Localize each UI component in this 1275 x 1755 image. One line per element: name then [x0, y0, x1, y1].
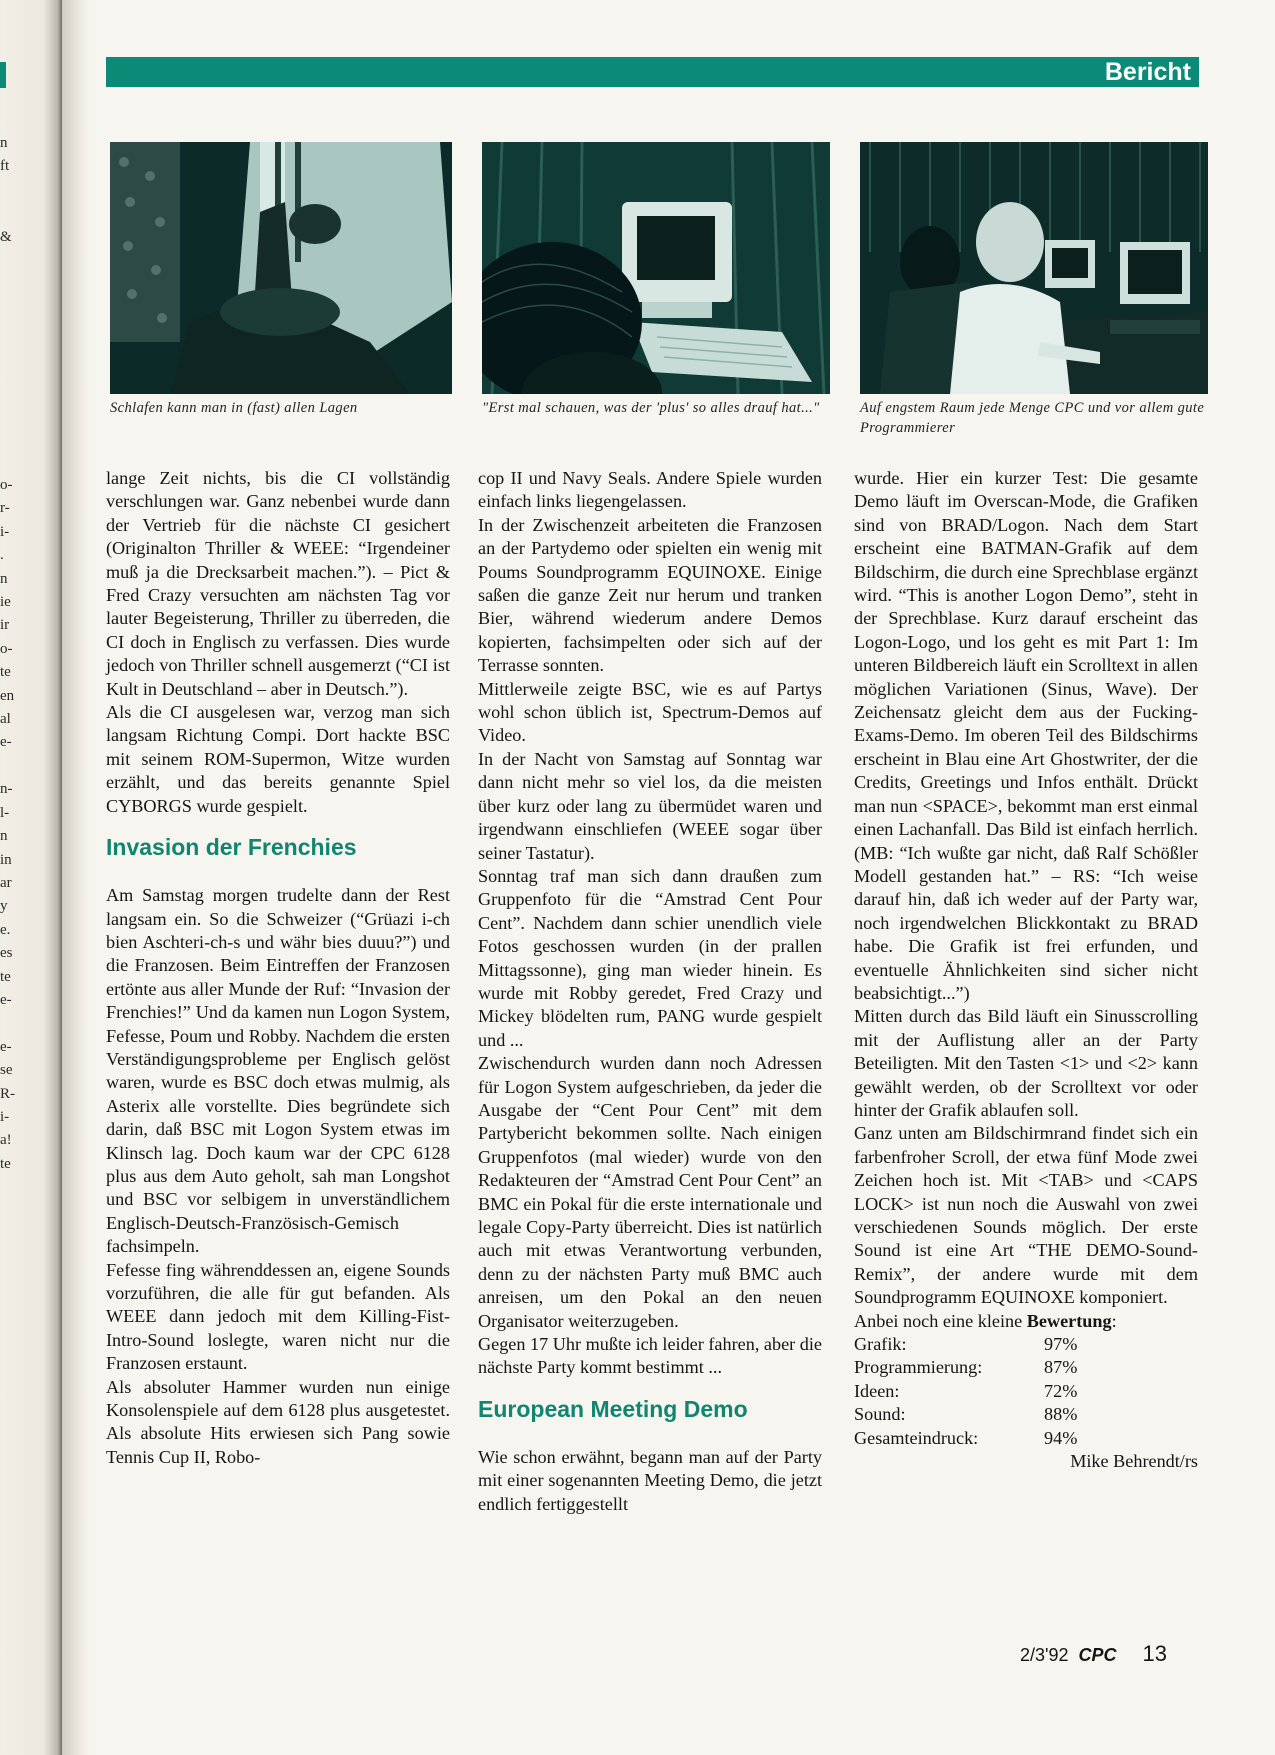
- rating-value: 87%: [1044, 1357, 1078, 1378]
- facing-page-text-fragment: o- r- i- . n ie ir o- te en al e- n- l- n in ar y e. es te e- e- se R- i- a! te: [0, 477, 15, 1172]
- rating-label: Ideen:: [854, 1380, 900, 1401]
- paragraph: In der Zwischenzeit arbeiteten die Franzosen an der Partydemo oder spielten ein wenig mit Poums Soundprogramm EQUINOXE. Einige saßen die ganze Zeit nur herum und tranken Bier, während wiederum andere Demos kopierten, fachsimpelten oder sich auf der Terrasse sonnten.: [478, 514, 822, 676]
- paragraph: Als absoluter Hammer wurden nun einige Konsolenspiele auf dem 6128 plus ausgetestet. Als absolute Hits erwiesen sich Pang sowie Tennis Cup II, Robo-: [106, 1376, 450, 1467]
- article-column-1: [106, 467, 450, 1469]
- paragraph: lange Zeit nichts, bis die CI vollständig verschlungen war. Ganz nebenbei wurde dann der Vertrieb für die nächste CI gesichert (Originalton Thriller & WEEE: “Irgendeiner muß ja die Drecksarbeit machen.”). – Pict & Fred Crazy versuchten am nächsten Tag vor lauter Begeisterung, Thriller zu überreden, die CI doch in Englisch zu verfassen. Dies wurde jedoch von Thriller schnell ausgemerzt (“CI ist Kult in Deutschland – aber in Deutsch.”).: [106, 468, 450, 699]
- article-column-2: [478, 467, 822, 1516]
- page-footer: [1020, 1641, 1167, 1671]
- rating-colon: :: [1111, 1310, 1117, 1331]
- paragraph: Fefesse fing währenddessen an, eigene Sounds vorzuführen, die alle für gut befanden. Als WEEE dann jedoch mit dem Killing-Fist-Intro-Sound loslegte, waren nicht nur die Franzosen erstaunt.: [106, 1259, 450, 1374]
- rating-word: Bewertung: [1026, 1310, 1112, 1331]
- rating-label: Programmierung:: [854, 1357, 983, 1378]
- section-heading: Invasion der Frenchies: [106, 834, 357, 861]
- paragraph: wurde. Hier ein kurzer Test: Die gesamte Demo läuft im Overscan-Mode, die Grafiken sind von BRAD/Logon. Nach dem Start erscheint eine BATMAN-Grafik auf dem Bildschirm, die durch eine Sprechblase ergänzt wird. “This is another Logon Demo”, steht in der Sprechblase. Kurz darauf erscheint das Logon-Logo, und los geht es mit Part 1: Im unteren Bildbereich läuft ein Scrolltext in allen möglichen Variationen (Sinus, Wave). Der Zeichensatz gleicht dem aus der Fucking-Exams-Demo. Im oberen Teil des Bildschirms erscheint in Blau eine Art Ghostwriter, der die Credits, Greetings und Infos enthält. Drückt man nun <SPACE>, bekommt man erst einmal einen Lachanfall. Das Bild ist einfach herrlich. (MB: “Ich wußte gar nicht, daß Ralf Schößler Modell gestanden hat.” – RS: “Ich weise darauf hin, daß ich weder auf der Party war, noch irgendwelchen Blickkontakt zu BRAD habe. Die Grafik ist frei erfunden, und eventuelle Ähnlichkeiten sind sicher nicht beabsichtigt...”): [854, 468, 1198, 1003]
- paragraph: Gegen 17 Uhr mußte ich leider fahren, aber die nächste Party kommt bestimmt ...: [478, 1334, 822, 1378]
- photo-programmers-image: [860, 142, 1208, 394]
- rating-list: [854, 1333, 1198, 1450]
- section-heading: European Meeting Demo: [478, 1395, 748, 1422]
- rating-label: Gesamteindruck:: [854, 1427, 979, 1448]
- rating-label: Sound:: [854, 1404, 906, 1425]
- rating-row: [854, 1403, 1198, 1426]
- paragraph: Sonntag traf man sich dann draußen zum Gruppenfoto für die “Amstrad Cent Pour Cent”. Nachdem dann schier unendlich viele Fotos geschossen wurden (in der prallen Mittagssonne), ging man wieder hinein. Es wurde mit Robby geredet, Fred Crazy und Mickey blödelten rum, PANG wurde gespielt und ...: [478, 865, 822, 1050]
- rating-title: [854, 1310, 1198, 1333]
- page-number: 13: [1142, 1641, 1167, 1666]
- facing-page-color-mark: [0, 62, 6, 88]
- paragraph: Zwischendurch wurden dann noch Adressen für Logon System aufgeschrieben, da jeder die Ausgabe der “Cent Pour Cent” mit dem Partybericht bekommen sollte. Nach einigen Gruppenfotos (mal wieder) wurde von den Redakteuren der “Amstrad Cent Pour Cent” an BMC ein Pokal für die erste internationale und legale Copy-Party überreicht. Dies ist natürlich auch mit etwas Verantwortung verbunden, denn zu der nächsten Party muß BMC auch anreisen, um den Pokal an den neuen Organisator weiterzugeben.: [478, 1053, 822, 1331]
- rating-label: Grafik:: [854, 1334, 907, 1355]
- paragraph: Ganz unten am Bildschirmrand findet sich ein farbenfroher Scroll, der etwa fünf Mode zwei Zeichen hoch ist. Mit <TAB> und <CAPS LOCK> ist nun noch die Auswahl von zwei verschiedenen Sounds möglich. Der erste Sound ist eine Art “THE DEMO-Sound-Remix”, der andere wurde mit dem Soundprogramm EQUINOXE komponiert.: [854, 1123, 1198, 1308]
- rating-value: 94%: [1044, 1427, 1078, 1448]
- photo-monitor: [482, 142, 830, 394]
- rating-value: 97%: [1044, 1334, 1078, 1355]
- rating-intro: Anbei noch eine kleine: [854, 1310, 1027, 1331]
- rating-value: 88%: [1044, 1404, 1078, 1425]
- paragraph: Mittlerweile zeigte BSC, wie es auf Partys wohl schon üblich ist, Spectrum-Demos auf Video.: [478, 678, 822, 746]
- photo-programmers: [860, 142, 1208, 394]
- paragraph: Als die CI ausgelesen war, verzog man sich langsam Richtung Compi. Dort hackte BSC mit seinem ROM-Supermon, Witze wurden erzählt, und das bereits genannte Spiel CYBORGS wurde gespielt.: [106, 702, 450, 816]
- paragraph: Mitten durch das Bild läuft ein Sinusscrolling mit der Auflistung aller an der Party Beteiligten. Mit den Tasten <1> und <2> kann gewählt werden, ob der Scrolltext vor oder hinter der Grafik ablaufen soll.: [854, 1006, 1198, 1120]
- section-header-bar: [106, 57, 1199, 87]
- photo-monitor-image: [482, 142, 830, 394]
- photo-sleeping: [110, 142, 452, 394]
- rating-row: [854, 1333, 1198, 1356]
- rating-row: [854, 1356, 1198, 1379]
- photo-sleeping-image: [110, 142, 452, 394]
- facing-page-edge: [0, 0, 62, 1755]
- paragraph: Wie schon erwähnt, begann man auf der Party mit einer sogenannten Meeting Demo, die jetzt endlich fertiggestellt: [478, 1446, 822, 1514]
- rating-value: 72%: [1044, 1380, 1078, 1401]
- paragraph: In der Nacht von Samstag auf Sonntag war dann nicht mehr so viel los, da die meisten über kurz oder lang zu übermüdet waren und irgendwann einschliefen (WEEE sogar über seiner Tastatur).: [478, 748, 822, 863]
- paragraph: cop II und Navy Seals. Andere Spiele wurden einfach links liegengelassen.: [478, 468, 822, 512]
- issue-number: 2/3'92: [1020, 1645, 1069, 1665]
- photo-caption-1: Schlafen kann man in (fast) allen Lagen: [110, 400, 358, 416]
- photo-caption-2: "Erst mal schauen, was der 'plus' so alles drauf hat...": [482, 400, 820, 416]
- section-label: Bericht: [1104, 58, 1191, 86]
- paragraph: Am Samstag morgen trudelte dann der Rest langsam ein. So die Schweizer (“Grüazi i-ch bien Aschteri-ch-s und währ bies duuu?”) und die Franzosen. Beim Eintreffen der Franzosen ertönte aus aller Munde der Ruf: “Invasion der Frenchies!” Und da kamen nun Logon System, Fefesse, Poum und Robby. Nachdem die ersten Verständigungsprobleme per Englisch gelöst waren, wurde es BSC doch etwas mulmig, als Asterix alle vorstellte. Dies begründete sich darin, daß BSC mit Logon System etwas im Klinsch lag. Doch kaum war der CPC 6128 plus aus dem Auto geholt, sah man Longshot und BSC vor selbigem in unverständlichem Englisch-Deutsch-Französisch-Gemisch fachsimpeln.: [106, 885, 450, 1257]
- page-gutter: [62, 0, 90, 1755]
- facing-page-text-fragment: n ft &: [0, 135, 12, 245]
- rating-row: [854, 1427, 1198, 1450]
- magazine-name: CPC: [1078, 1645, 1117, 1665]
- photo-caption-3: Auf engstem Raum jede Menge CPC und vor allem gute Programmierer: [860, 400, 1205, 436]
- rating-row: [854, 1380, 1198, 1403]
- author-credit: Mike Behrendt/rs: [1070, 1451, 1198, 1472]
- article-column-3: [854, 467, 1198, 1473]
